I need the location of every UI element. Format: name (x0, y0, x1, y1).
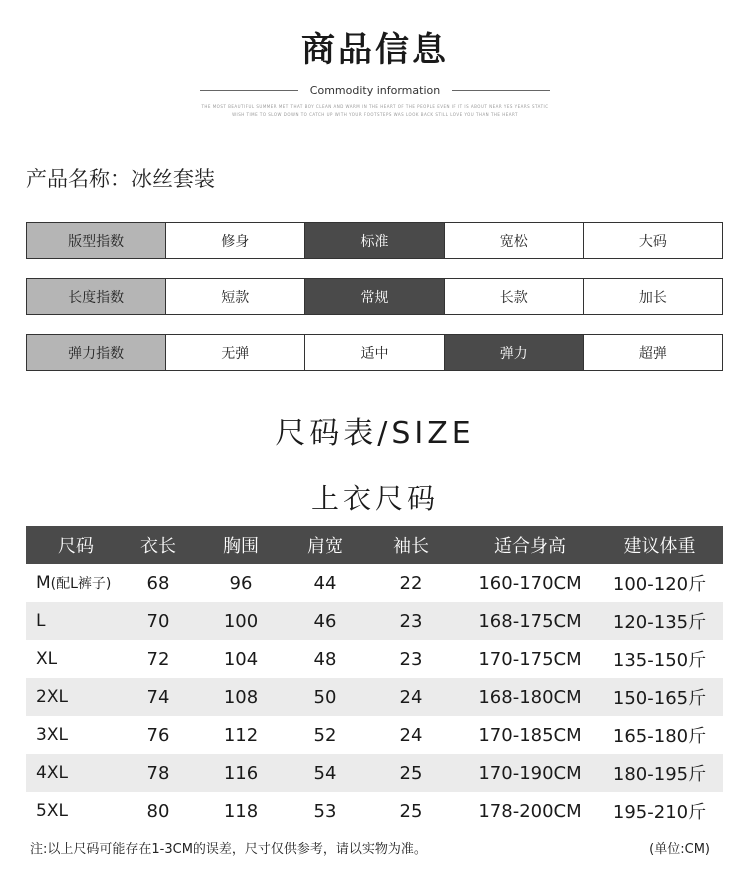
table-heading: 上衣尺码 (310, 482, 439, 515)
table-cell: 76 (146, 724, 170, 746)
column-header: 适合身高 (464, 526, 596, 564)
index-label: 长度指数 (27, 279, 165, 314)
table-cell: 24 (399, 724, 423, 746)
table-header-row (26, 526, 723, 564)
index-option: 适中 (304, 335, 443, 370)
table-cell: 195-210斤 (612, 802, 707, 823)
table-cell: 78 (126, 754, 190, 792)
table-cell: 168-175CM (464, 602, 596, 640)
product-name-label: 产品名称： (26, 167, 131, 191)
size-cell: 3XL (36, 725, 68, 745)
table-cell: 72 (146, 648, 170, 670)
table-row (26, 602, 723, 640)
unit-label: (单位:CM) (649, 842, 710, 857)
size-cell: 2XL (26, 678, 126, 716)
table-row (26, 640, 723, 678)
size-note: (配L裤子) (50, 576, 112, 592)
table-cell: 53 (313, 800, 337, 822)
table-cell: 22 (399, 572, 423, 594)
table-cell: 178-200CM (478, 800, 582, 822)
size-cell: XL (36, 649, 58, 669)
index-option: 宽松 (444, 223, 583, 258)
table-cell: 23 (358, 602, 464, 640)
size-heading: 尺码表/SIZE (275, 416, 475, 451)
product-name-value: 冰丝套装 (131, 167, 215, 191)
table-cell: 74 (126, 678, 190, 716)
table-row (26, 792, 723, 830)
column-header: 肩宽 (292, 526, 358, 564)
size-cell: 5XL (36, 801, 68, 821)
index-option: 长款 (444, 279, 583, 314)
column-header: 袖长 (358, 526, 464, 564)
column-header: 衣长 (126, 526, 190, 564)
index-option-selected: 标准 (304, 223, 443, 258)
index-row-fit (26, 222, 723, 259)
column-header: 建议体重 (596, 526, 723, 564)
table-cell: 108 (190, 678, 292, 716)
table-cell: 150-165斤 (596, 678, 723, 716)
table-cell: 104 (223, 648, 259, 670)
table-cell: 52 (313, 724, 337, 746)
subtitle: Commodity information (309, 83, 441, 97)
page-title: 商品信息 (301, 30, 449, 70)
table-cell: 135-150斤 (612, 650, 707, 671)
table-cell: 48 (313, 648, 337, 670)
table-row (26, 564, 723, 602)
table-cell: 68 (146, 572, 170, 594)
footnote: 注:以上尺码可能存在1-3CM的误差，尺寸仅供参考，请以实物为准。 (30, 842, 427, 857)
index-option-selected: 常规 (304, 279, 443, 314)
product-name (26, 163, 215, 193)
index-option: 加长 (583, 279, 722, 314)
index-label: 弹力指数 (27, 335, 165, 370)
table-cell: 70 (126, 602, 190, 640)
tiny-caption-2: WISH TIME TO SLOW DOWN TO CATCH UP WITH YOUR FOOTSTEPS WAS LOOK BACK STILL LOVE YOU THAN THE HEART (232, 112, 518, 117)
table-cell: 180-195斤 (596, 754, 723, 792)
table-cell: 23 (399, 648, 423, 670)
table-cell: 168-180CM (464, 678, 596, 716)
table-cell: 80 (146, 800, 170, 822)
table-cell: 50 (292, 678, 358, 716)
table-cell: 44 (313, 572, 337, 594)
size-cell: L (26, 602, 126, 640)
table-cell: 24 (358, 678, 464, 716)
index-label: 版型指数 (27, 223, 165, 258)
table-cell: 100 (190, 602, 292, 640)
table-cell: 25 (358, 754, 464, 792)
index-option: 超弹 (583, 335, 722, 370)
subtitle-row (0, 82, 750, 98)
tiny-caption-1: THE MOST BEAUTIFUL SUMMER MET THAT BOY CLEAN AND WARM IN THE HEART OF THE PEOPLE EVEN IF IT IS ABOUT NEAR YES YEARS STATIC (201, 104, 549, 109)
table-cell: 170-190CM (464, 754, 596, 792)
table-row (26, 754, 723, 792)
table-cell: 100-120斤 (612, 574, 707, 595)
table-cell: 170-175CM (478, 648, 582, 670)
size-table (26, 526, 723, 830)
size-cell: M(配L裤子) (36, 573, 112, 593)
index-option: 无弹 (165, 335, 304, 370)
table-cell: 118 (223, 800, 259, 822)
table-cell: 46 (292, 602, 358, 640)
column-header: 胸围 (190, 526, 292, 564)
table-cell: 112 (223, 724, 259, 746)
table-row (26, 678, 723, 716)
table-row (26, 716, 723, 754)
divider-left (200, 90, 298, 91)
size-cell: 4XL (26, 754, 126, 792)
table-cell: 165-180斤 (612, 726, 707, 747)
index-option: 短款 (165, 279, 304, 314)
index-option-selected: 弹力 (444, 335, 583, 370)
table-cell: 116 (190, 754, 292, 792)
table-cell: 96 (229, 572, 253, 594)
index-row-length (26, 278, 723, 315)
divider-right (452, 90, 550, 91)
table-cell: 160-170CM (478, 572, 582, 594)
index-option: 修身 (165, 223, 304, 258)
table-cell: 54 (292, 754, 358, 792)
table-cell: 120-135斤 (596, 602, 723, 640)
table-cell: 25 (399, 800, 423, 822)
index-option: 大码 (583, 223, 722, 258)
index-row-elasticity (26, 334, 723, 371)
column-header: 尺码 (26, 526, 126, 564)
table-cell: 170-185CM (478, 724, 582, 746)
